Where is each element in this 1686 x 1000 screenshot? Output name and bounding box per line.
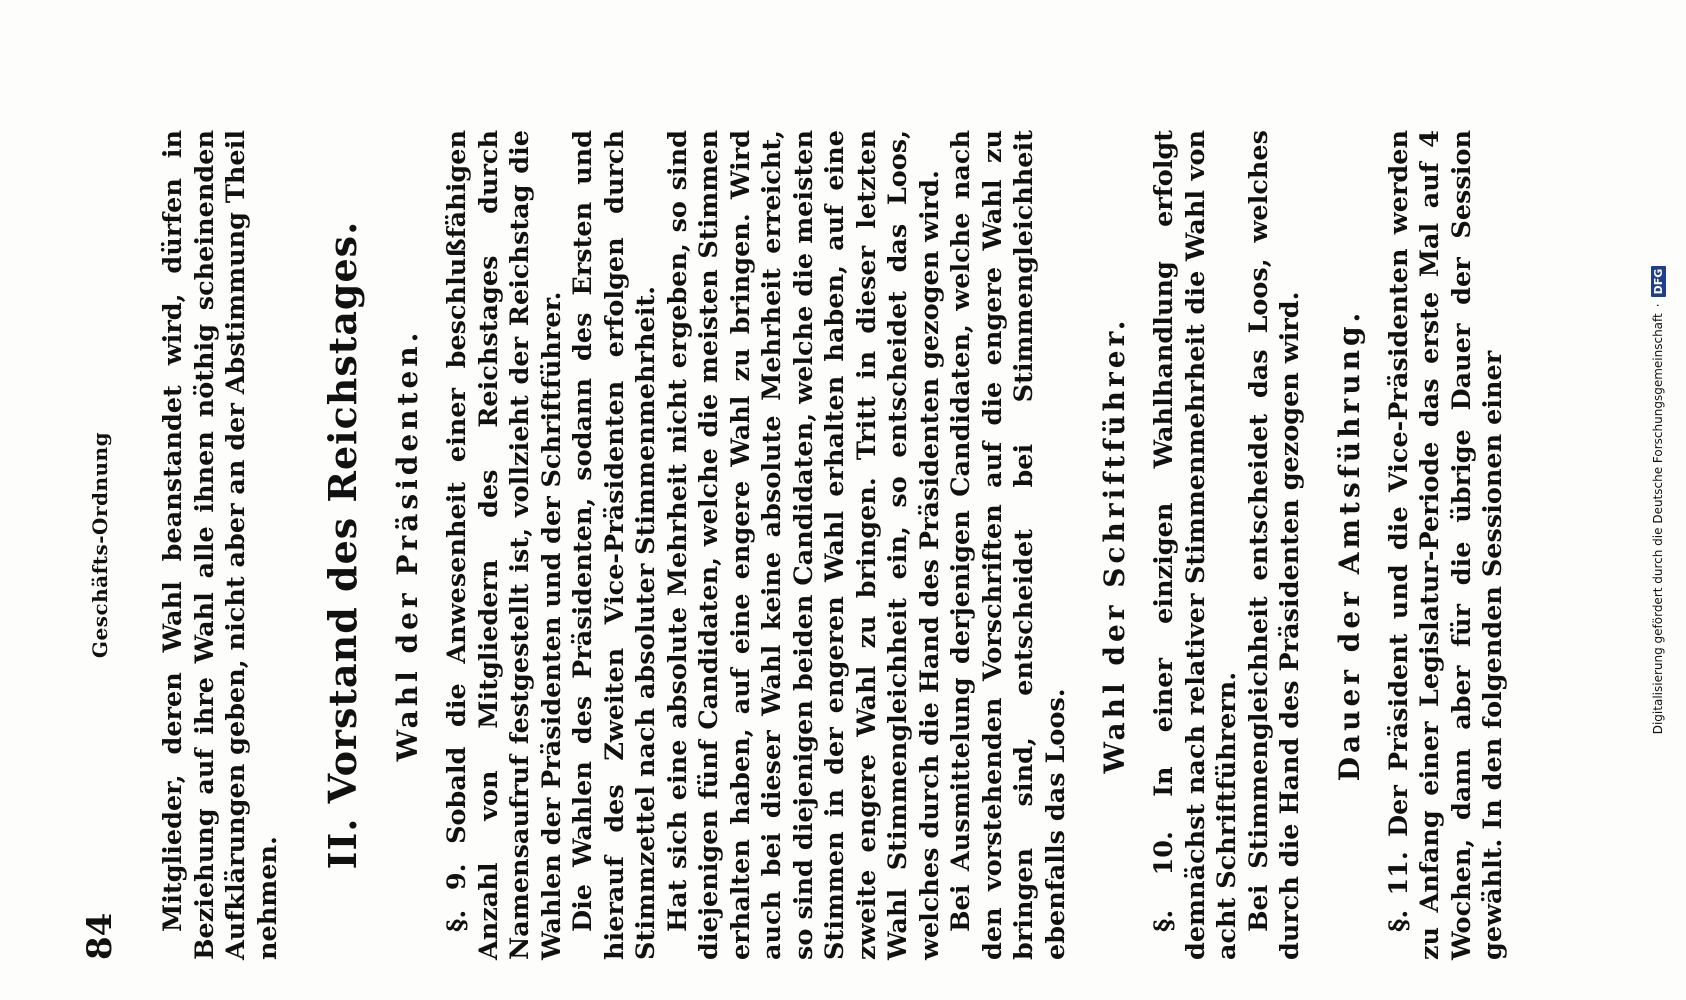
paragraph-section-11: §. 11. Der Präsident und die Vice-Präsidenten werden zu Anfang einer Legislatur-Periode das erste Mal auf 4 Wochen, dann aber für die übrige Dauer der Session gewählt. In den folgenden Sessionen einer: [1383, 130, 1508, 960]
digitization-credit: [1640, 10, 1676, 990]
dfg-logo: DFG: [1651, 266, 1666, 298]
credit-line: Digitalisierung gefördert durch die Deutsche Forschungsgemeinschaft · DFG: [1640, 10, 1676, 990]
paragraph-section-9: §. 9. Sobald die Anwesenheit einer beschlußfähigen Anzahl von Mitgliedern des Reichstages durch Namensaufruf festgestellt ist, vollzieht der Reichstag die Wahlen der Präsidenten und der Schriftführer.: [442, 130, 567, 960]
page-header: [80, 130, 120, 960]
paragraph-presidents-election: Die Wahlen des Präsidenten, sodann des Ersten und hierauf des Zweiten Vice-Präsidenten erfolgen durch Stimmzettel nach absoluter Stimmenmehrheit.: [568, 130, 661, 960]
paragraph-runoff: Hat sich eine absolute Mehrheit nicht ergeben, so sind diejenigen fünf Candidaten, welche die meisten Stimmen erhalten haben, auf eine engere Wahl zu bringen. Wird auch bei dieser Wahl keine absolute Mehrheit erreicht, so sind diejenigen beiden Candidaten, welche die meisten Stimmen in der engeren Wahl erhalten haben, auf eine zweite engere Wahl zu bringen. Tritt in dieser letzten Wahl Stimmengleichheit ein, so entscheidet das Loos, welches durch die Hand des Präsidenten gezogen wird.: [662, 130, 945, 960]
intro-paragraph: Mitglieder, deren Wahl beanstandet wird, dürfen in Beziehung auf ihre Wahl alle ihnen nöthig scheinenden Aufklärungen geben, nicht aber an der Abstimmung Theil nehmen.: [158, 129, 283, 960]
section-heading-presidents: Wahl der Präsidenten.: [391, 328, 424, 762]
rotated-page-content: [50, 70, 1610, 1000]
section-heading-secretaries: Wahl der Schriftführer.: [1098, 316, 1131, 774]
paragraph-section-10: §. 10. In einer einzigen Wahlhandlung erfolgt demnächst nach relativer Stimmenmehrheit die Wahl von acht Schriftführern.: [1149, 130, 1242, 960]
paragraph-tie-rule: Bei Ausmittelung derjenigen Candidaten, welche nach den vorstehenden Vorschriften auf die engere Wahl zu bringen sind, entscheidet bei Stimmengleichheit ebenfalls das Loos.: [946, 130, 1071, 960]
page-body: [158, 130, 1510, 960]
section-heading-term: Dauer der Amtsführung.: [1332, 308, 1366, 782]
paragraph-secretaries-tie: Bei Stimmengleichheit entscheidet das Loos, welches durch die Hand des Präsidenten gezogen wird.: [1243, 130, 1305, 960]
running-head: Geschäfts-Ordnung: [88, 431, 112, 659]
page-number: 84: [80, 912, 120, 960]
credit-text: Digitalisierung gefördert durch die Deutsche Forschungsgemeinschaft: [1651, 313, 1665, 735]
part-heading: II. Vorstand des Reichstages.: [320, 220, 365, 870]
